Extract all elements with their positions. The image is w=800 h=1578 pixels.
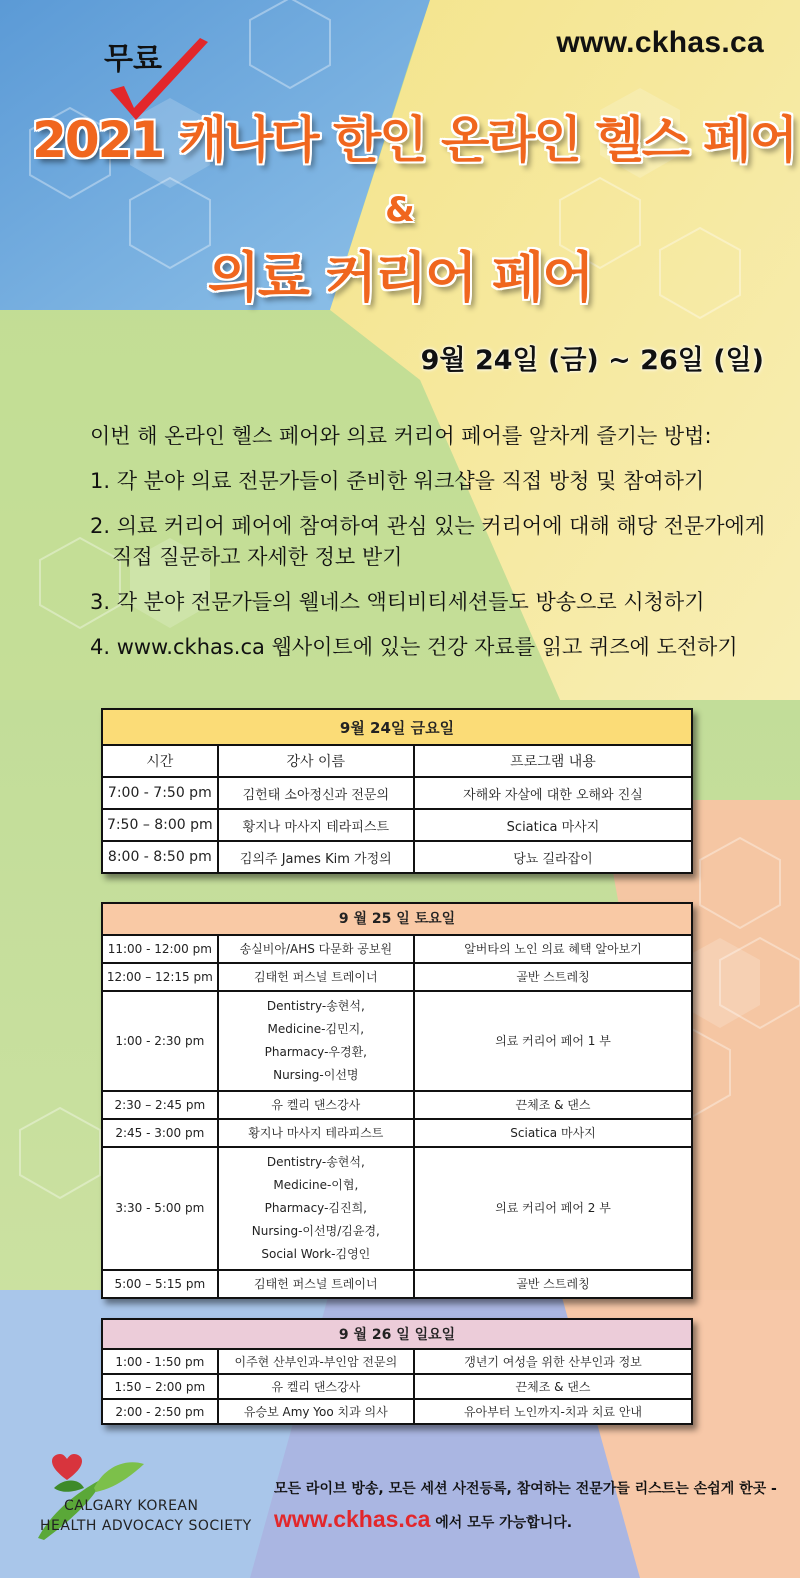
speaker-line: Nursing-이선명/김윤경,: [251, 1224, 380, 1238]
schedule-day3: [101, 1318, 693, 1425]
footer-url[interactable]: www.ckhas.ca: [274, 1506, 431, 1532]
table-row: [102, 1270, 692, 1298]
session-program: 의료 커리어 페어 2 부: [414, 1147, 692, 1270]
guide-item-continuation: 직접 질문하고 자세한 정보 받기: [112, 545, 403, 569]
session-program: Sciatica 마사지: [414, 1119, 692, 1147]
session-time: 11:00 - 12:00 pm: [102, 935, 218, 963]
table-row: [102, 1374, 692, 1399]
speaker-line: Dentistry-송현석,: [266, 1155, 365, 1169]
logo-line2: HEALTH ADVOCACY SOCIETY: [40, 1518, 252, 1534]
session-speaker: [218, 963, 414, 991]
session-time: 7:00 - 7:50 pm: [102, 777, 218, 809]
session-program: 골반 스트레칭: [414, 1270, 692, 1298]
table-row: [102, 935, 692, 963]
guide-item: 3. 각 분야 전문가들의 웰네스 액티비티세션들도 방송으로 시청하기: [90, 590, 705, 614]
session-program: 당뇨 길라잡이: [414, 841, 692, 873]
guide-item: 1. 각 분야 의료 전문가들이 준비한 워크샵을 직접 방청 및 참여하기: [90, 469, 705, 493]
guide-intro: 이번 해 온라인 헬스 페어와 의료 커리어 페어를 알차게 즐기는 방법:: [90, 424, 712, 448]
day2-title: 9 월 25 일 토요일: [102, 903, 692, 935]
table-row: [102, 1399, 692, 1424]
table-row: [102, 777, 692, 809]
title-line2: 의료 커리어 페어: [207, 246, 593, 309]
session-speaker: 김헌태 소아정신과 전문의: [218, 777, 414, 809]
session-speaker: [218, 1147, 414, 1270]
speaker-line: Medicine-김민지,: [267, 1022, 365, 1036]
ckhas-logo: [34, 1448, 266, 1548]
table-row: [102, 1091, 692, 1119]
guide-item: 4. www.ckhas.ca 웹사이트에 있는 건강 자료를 읽고 퀴즈에 도전하기: [90, 635, 738, 659]
session-program: Sciatica 마사지: [414, 809, 692, 841]
speaker-line: Pharmacy-김진희,: [264, 1201, 367, 1215]
speaker-line: 송실비아/AHS 다문화 공보원: [239, 941, 393, 956]
table-row: [102, 809, 692, 841]
table-row: [102, 841, 692, 873]
session-time: 2:30 – 2:45 pm: [102, 1091, 218, 1119]
logo-line1: CALGARY KOREAN: [64, 1498, 199, 1514]
session-speaker: 유승보 Amy Yoo 치과 의사: [218, 1399, 414, 1424]
column-header-program: 프로그램 내용: [414, 745, 692, 777]
title-line1: 2021 캐나다 한인 온라인 헬스 페어: [32, 111, 796, 169]
session-program: 자해와 자살에 대한 오해와 진실: [414, 777, 692, 809]
day1-title: 9월 24일 금요일: [102, 709, 692, 745]
speaker-line: Nursing-이선명: [273, 1068, 359, 1082]
session-time: 2:45 - 3:00 pm: [102, 1119, 218, 1147]
session-program: 골반 스트레칭: [414, 963, 692, 991]
table-row: [102, 1349, 692, 1374]
speaker-line: 유 켈리 댄스강사: [271, 1097, 361, 1112]
schedule-day1: [101, 708, 693, 874]
session-speaker: 유 켈리 댄스강사: [218, 1374, 414, 1399]
title-ampersand: &: [385, 190, 415, 230]
table-row: [102, 963, 692, 991]
session-time: 7:50 – 8:00 pm: [102, 809, 218, 841]
session-time: 5:00 – 5:15 pm: [102, 1270, 218, 1298]
session-speaker: [218, 1270, 414, 1298]
heart-icon: [52, 1454, 82, 1482]
session-speaker: 이주현 산부인과-부인암 전문의: [218, 1349, 414, 1374]
schedule-day2: [101, 902, 693, 1299]
guide-item-line: 2. 의료 커리어 페어에 참여하여 관심 있는 커리어에 대해 해당 전문가에게: [90, 514, 766, 538]
footer-line2: [274, 1506, 784, 1533]
guide-list: [90, 420, 770, 677]
speaker-line: Dentistry-송현석,: [266, 999, 365, 1013]
session-program: 알버타의 노인 의료 혜택 알아보기: [414, 935, 692, 963]
session-program: 끈체조 & 댄스: [414, 1374, 692, 1399]
session-program: 유아부터 노인까지-치과 치료 안내: [414, 1399, 692, 1424]
session-speaker: 황지나 마사지 테라피스트: [218, 809, 414, 841]
footer-note: [274, 1478, 784, 1533]
column-header-speaker: 강사 이름: [218, 745, 414, 777]
speaker-line: Medicine-이협,: [273, 1178, 359, 1192]
footer-line2-text: 에서 모두 가능합니다.: [430, 1515, 573, 1531]
day3-title: 9 월 26 일 일요일: [102, 1319, 692, 1349]
session-speaker: [218, 935, 414, 963]
speaker-line: Pharmacy-우경환,: [264, 1045, 367, 1059]
session-speaker: [218, 1119, 414, 1147]
session-time: 1:00 - 1:50 pm: [102, 1349, 218, 1374]
session-program: 끈체조 & 댄스: [414, 1091, 692, 1119]
table-row: [102, 1147, 692, 1270]
guide-item: [90, 511, 770, 573]
session-program: 의료 커리어 페어 1 부: [414, 991, 692, 1091]
session-time: 3:30 - 5:00 pm: [102, 1147, 218, 1270]
footer-line1: 모든 라이브 방송, 모든 세션 사전등록, 참여하는 전문가들 리스트는 손쉽게 한곳 -: [274, 1481, 777, 1497]
speaker-line: 김태헌 퍼스널 트레이너: [254, 1276, 378, 1291]
speaker-line: 김태헌 퍼스널 트레이너: [254, 969, 378, 984]
session-time: 1:50 – 2:00 pm: [102, 1374, 218, 1399]
session-time: 2:00 - 2:50 pm: [102, 1399, 218, 1424]
session-program: 갱년기 여성을 위한 산부인과 정보: [414, 1349, 692, 1374]
table-row: [102, 991, 692, 1091]
header-url[interactable]: www.ckhas.ca: [556, 26, 764, 59]
column-header-time: 시간: [102, 745, 218, 777]
session-time: 1:00 - 2:30 pm: [102, 991, 218, 1091]
speaker-line: 황지나 마사지 테라피스트: [248, 1125, 384, 1140]
session-speaker: [218, 1091, 414, 1119]
speaker-line: Social Work-김영인: [261, 1247, 371, 1261]
session-speaker: 김의주 James Kim 가정의: [218, 841, 414, 873]
table-row: [102, 1119, 692, 1147]
session-time: 8:00 - 8:50 pm: [102, 841, 218, 873]
session-speaker: [218, 991, 414, 1091]
event-dates: 9월 24일 (금) ~ 26일 (일): [420, 345, 764, 376]
session-time: 12:00 – 12:15 pm: [102, 963, 218, 991]
free-label: 무료: [104, 42, 162, 77]
